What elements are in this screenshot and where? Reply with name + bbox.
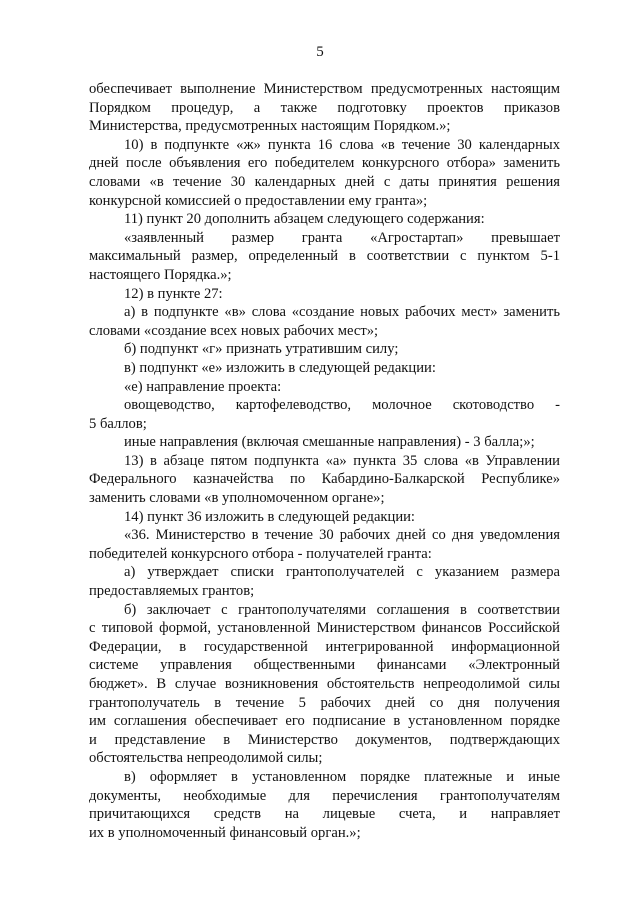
- text-line: 13) в абзаце пятом подпункта «а» пункта 35 слова «в Управлении: [124, 452, 560, 469]
- text-line: в) подпункт «е» изложить в следующей редакции:: [124, 359, 436, 376]
- text-line: в) оформляет в установленном порядке платежные и иные: [124, 768, 560, 785]
- text-line: 10) в подпункте «ж» пункта 16 слова «в течение 30 календарных: [124, 136, 560, 153]
- text-line: 5 баллов;: [89, 415, 147, 432]
- text-line: 11) пункт 20 дополнить абзацем следующего содержания:: [124, 211, 485, 228]
- text-line: б) заключает с грантополучателями соглашения в соответствии: [124, 601, 560, 618]
- text-line: победителей конкурсного отбора - получателей гранта:: [89, 545, 432, 562]
- text-line: словами «создание всех новых рабочих мест»;: [89, 322, 379, 339]
- text-line: 14) пункт 36 изложить в следующей редакции:: [124, 508, 415, 525]
- text-line: иные направления (включая смешанные направления) - 3 балла;»;: [124, 434, 535, 451]
- text-line: Министерства, предусмотренных настоящим Порядком.»;: [89, 118, 451, 135]
- text-line: грантополучатель в течение 5 рабочих дней со дня получения: [89, 694, 560, 711]
- document-body-text: [89, 80, 560, 842]
- text-line: причитающихся средств на лицевые счета, и направляет: [89, 806, 560, 823]
- text-line: системе управления общественными финансами «Электронный: [89, 657, 560, 674]
- text-line: словами «в течение 30 календарных дней с даты принятия решения: [89, 173, 560, 190]
- text-line: настоящего Порядка.»;: [89, 266, 232, 283]
- text-line: Порядком процедур, а также подготовку проектов приказов: [89, 99, 560, 116]
- text-line: обеспечивает выполнение Министерством предусмотренных настоящим: [89, 81, 560, 97]
- text-line: максимальный размер, определенный в соответствии с пунктом 5-1: [89, 248, 560, 265]
- text-line: Федерального казначейства по Кабардино-Балкарской Республике»: [89, 471, 560, 488]
- text-line: им соглашения обеспечивает его подписание в установленном порядке: [89, 713, 560, 730]
- text-line: их в уполномоченный финансовый орган.»;: [89, 824, 361, 841]
- text-line: «36. Министерство в течение 30 рабочих дней со дня уведомления: [124, 527, 560, 544]
- text-line: документы, необходимые для перечисления грантополучателям: [89, 787, 560, 804]
- text-line: овощеводство, картофелеводство, молочное скотоводство -: [124, 397, 560, 414]
- text-line: б) подпункт «г» признать утратившим силу;: [124, 341, 399, 358]
- text-line: а) утверждает списки грантополучателей с указанием размера: [124, 564, 560, 581]
- text-line: с типовой формой, установленной Министерством финансов Российской: [89, 620, 560, 637]
- text-line: 12) в пункте 27:: [124, 285, 223, 302]
- text-line: бюджет». В случае возникновения обстоятельств непреодолимой силы: [89, 676, 560, 692]
- text-line: Федерации, в государственной интегрированной информационной: [89, 638, 560, 655]
- text-line: а) в подпункте «в» слова «создание новых рабочих мест» заменить: [124, 304, 560, 321]
- text-line: дней после объявления его победителем конкурсного отбора» заменить: [89, 155, 560, 172]
- text-line: «е) направление проекта:: [124, 378, 282, 395]
- text-line: предоставляемых грантов;: [89, 583, 255, 600]
- text-line: и представление в Министерство документов, подтверждающих: [89, 731, 560, 748]
- text-line: обстоятельства непреодолимой силы;: [89, 750, 323, 767]
- text-line: заменить словами «в уполномоченном органе»;: [89, 490, 385, 507]
- text-line: «заявленный размер гранта «Агростартап» превышает: [124, 229, 560, 246]
- page-number: 5: [316, 44, 324, 60]
- text-line: конкурсной комиссией о предоставлении ему гранта»;: [89, 192, 428, 209]
